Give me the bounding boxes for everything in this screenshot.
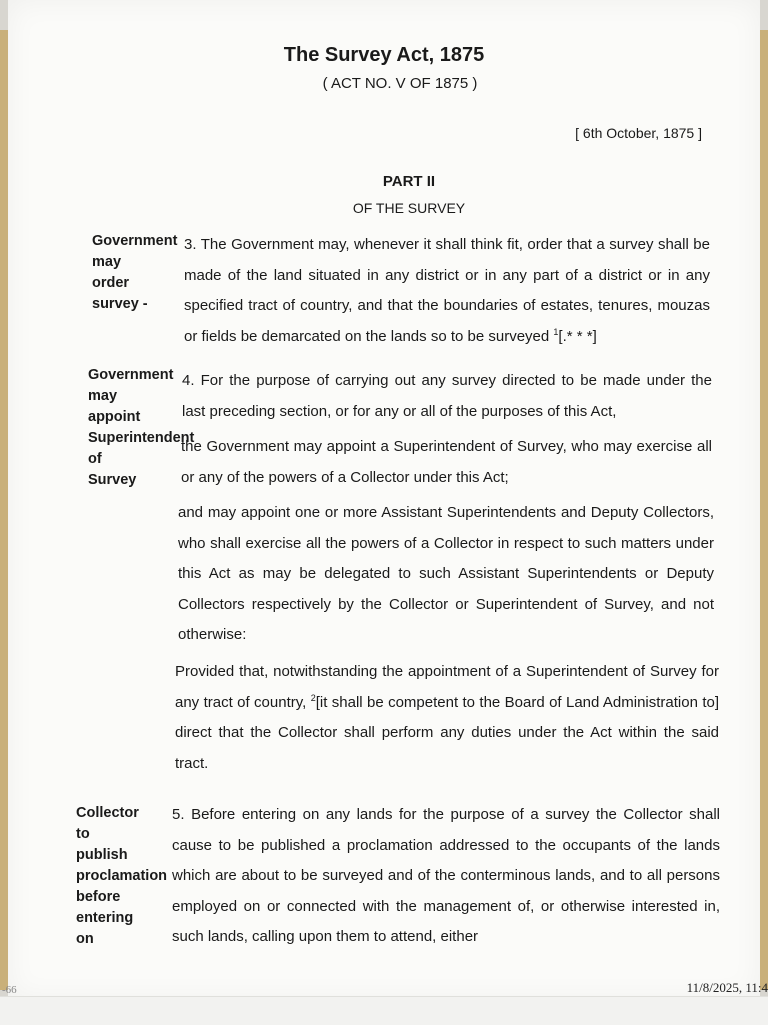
section-4-superintendent: the Government may appoint a Superintendent of Survey, who may exercise all or any of the powers of a Collector under this Act; — [181, 438, 712, 486]
section-4-assistants: and may appoint one or more Assistant Superintendents and Deputy Collectors, who shall exercise all the powers of a Collector in respect to such matters under this Act as may be delegated to such Assistant Superintendents or Deputy Collectors respectively by the Collector or Superintendent of Survey, and not otherwise: — [178, 504, 714, 643]
section-3-text — [184, 230, 710, 352]
act-date: [ 6th October, 1875 ] — [575, 125, 702, 141]
section-4-proviso — [175, 657, 719, 779]
print-timestamp: 11/8/2025, 11:4 — [686, 980, 768, 995]
proviso-body: Provided that, notwithstanding the appointment of a Superintendent of Survey for any tract of country, — [175, 663, 719, 711]
part-heading: PART II — [382, 173, 436, 190]
section-4-opening: 4. For the purpose of carrying out any survey directed to be made under the last preceding section, or for any or all of the purposes of this Act, — [182, 372, 712, 420]
act-number: ( ACT NO. V OF 1875 ) — [322, 75, 478, 92]
page-number-fragment: -66 — [2, 984, 17, 996]
proviso-amended: [it shall be competent to the Board of Land Administration to] direct that the Collector shall perform any duties under the Act within the said tract. — [175, 693, 720, 772]
margin-note-section-3: Government may order survey - — [92, 233, 178, 312]
scan-bottom-strip — [0, 996, 768, 1025]
footnote-ref-2: 2 — [310, 692, 316, 703]
section-3-body: 3. The Government may, whenever it shall think fit, order that a survey shall be made of the land situated in any district or in any part of a district or in any specified tract of country, and that the boundaries of estates, tenures, mouzas or fields be demarcated on the lands so to be surveyed — [184, 236, 710, 345]
section-3-omission: [.* * *] — [558, 327, 597, 345]
margin-note-section-5: Collector to publish proclamation before entering on — [76, 805, 168, 947]
footnote-ref-1: 1 — [553, 326, 559, 337]
document-title: The Survey Act, 1875 — [283, 44, 485, 66]
margin-note-section-4: Government may appoint Superintendent of Survey — [88, 367, 195, 488]
section-5-text: 5. Before entering on any lands for the purpose of a survey the Collector shall cause to be published a proclamation addressed to the occupants of the lands which are about to be surveyed and of the conterminous lands, and to all persons employed on or connected with the management of, or otherwise interested in, such lands, calling upon them to attend, either — [172, 806, 720, 945]
part-subheading: OF THE SURVEY — [352, 200, 466, 216]
